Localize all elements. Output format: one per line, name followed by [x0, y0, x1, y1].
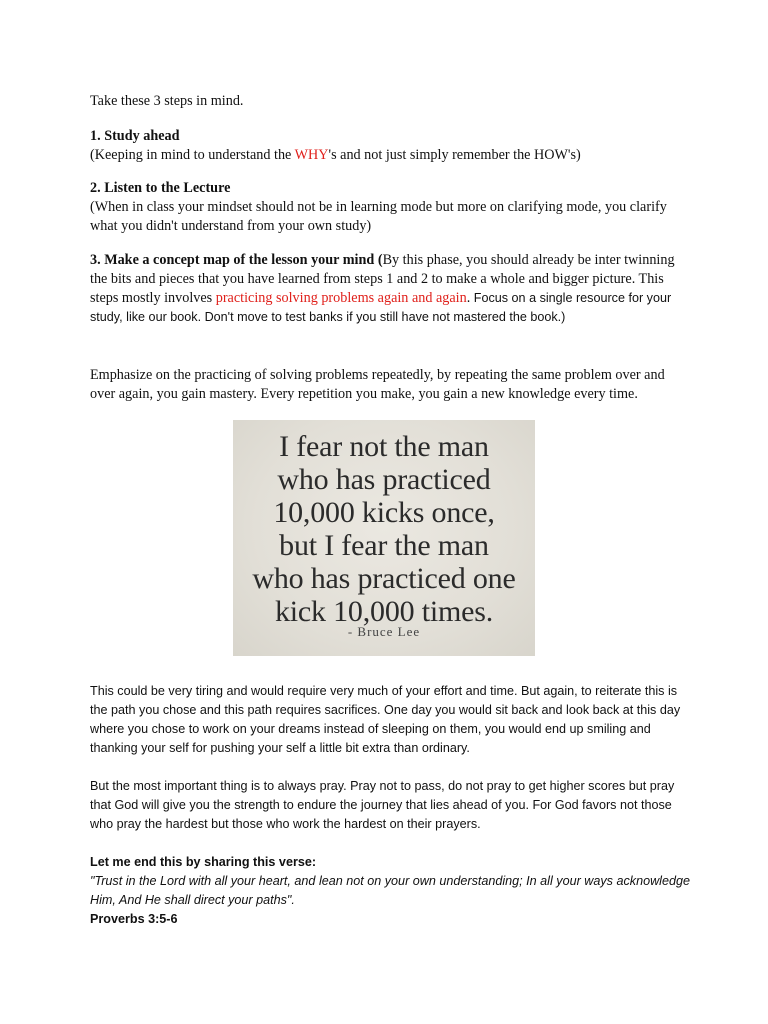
- quote-line: 10,000 kicks once,: [273, 496, 495, 529]
- step-3-desc-after-serif: .: [466, 290, 471, 306]
- quote-line: but I fear the man: [279, 529, 489, 562]
- emphasis-paragraph: Emphasize on the practicing of solving problems repeatedly, by repeating the same problem over and over again, you gain mastery. Every repetition you make, you gain a new knowledge every time.: [90, 367, 665, 402]
- intro-text: Take these 3 steps in mind.: [90, 93, 244, 109]
- bruce-lee-quote-image: [233, 420, 535, 656]
- quote-line: who has practiced: [277, 463, 491, 496]
- prayer-paragraph: But the most important thing is to always pray. Pray not to pass, do not pray to get higher scores but pray that God will give you the strength to endure the journey that lies ahead of you. For God favors not those who pray the hardest but those who work the hardest on their prayers.: [90, 779, 675, 831]
- quote-author: - Bruce Lee: [347, 624, 421, 639]
- step-1-desc-before: (Keeping in mind to understand the: [90, 147, 295, 163]
- step-3-desc-after-sans: Focus on a single resource for your study, like our book. Don't move to test banks if you still have not mastered the book.): [90, 291, 672, 324]
- quote-line: kick 10,000 times.: [274, 595, 494, 628]
- step-3: [90, 251, 690, 327]
- quote-text: [233, 430, 535, 628]
- step-1: [90, 127, 690, 165]
- quote-line: I fear not the man: [279, 430, 489, 463]
- step-1-description: [90, 146, 690, 165]
- step-3-desc-highlight: practicing solving problems again and again: [215, 290, 467, 306]
- step-2-title: 2. Listen to the Lecture: [90, 180, 231, 196]
- step-3-title: 3. Make a concept map of the lesson your mind (: [90, 252, 383, 268]
- step-2-description: (When in class your mindset should not be in learning mode but more on clarifying mode, you clarify what you didn't understand from your own study): [90, 199, 667, 234]
- step-1-desc-highlight: WHY: [294, 147, 329, 163]
- quote-line: who has practiced one: [252, 562, 516, 595]
- step-1-desc-after: 's and not just simply remember the HOW's): [328, 147, 581, 163]
- verse-reference: Proverbs 3:5-6: [90, 912, 178, 926]
- verse-text: "Trust in the Lord with all your heart, and lean not on your own understanding; In all your ways acknowledge Him, And He shall direct your paths".: [90, 874, 690, 907]
- step-1-title: 1. Study ahead: [90, 128, 180, 144]
- effort-paragraph: This could be very tiring and would require very much of your effort and time. But again, to reiterate this is the path you chose and this path requires sacrifices. One day you would sit back and look back at this day where you chose to work on your dreams instead of sleeping on them, you would end up smiling and thanking your self for pushing your self a little bit extra than ordinary.: [90, 684, 681, 755]
- verse-section: [90, 853, 690, 929]
- step-3-desc-before: By this phase, you should already be inter twinning the bits and pieces that you have learned from steps 1 and 2 to make a whole and bigger picture. This steps mostly involves: [90, 252, 675, 306]
- step-2: [90, 179, 690, 236]
- verse-intro: Let me end this by sharing this verse:: [90, 855, 317, 869]
